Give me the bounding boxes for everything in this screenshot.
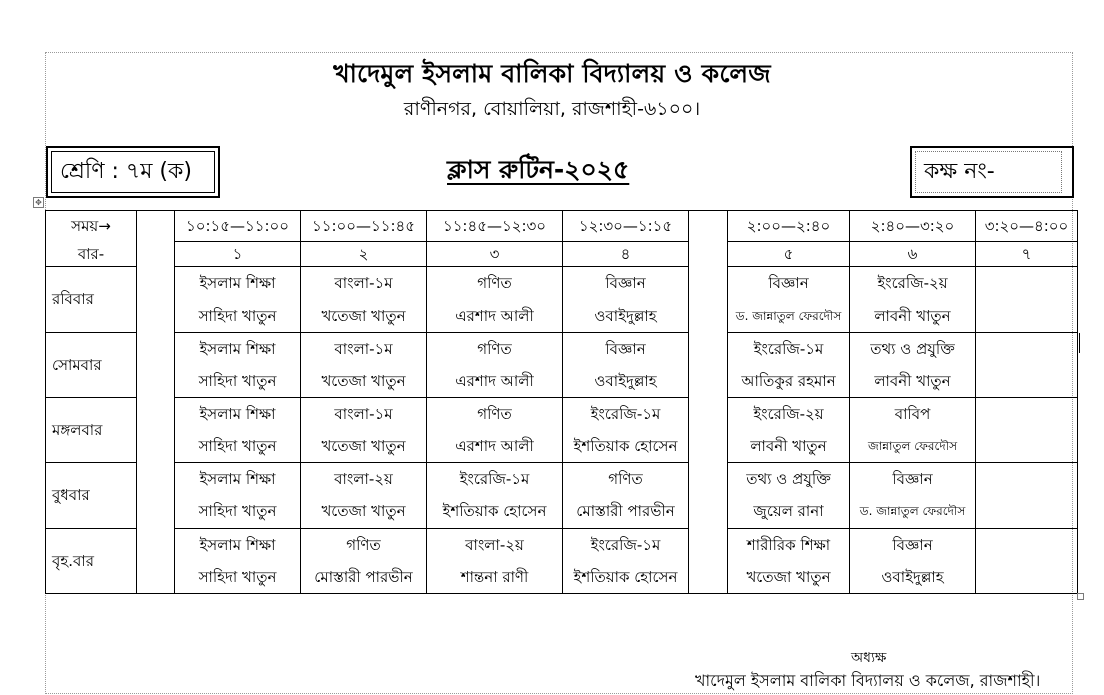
day-name-cell[interactable]: বুধবার bbox=[46, 463, 137, 528]
teacher-cell[interactable]: খতেজা খাতুন bbox=[301, 299, 427, 332]
day-row-subjects bbox=[46, 463, 1078, 496]
teacher-cell[interactable]: ড. জান্নাতুল ফেরদৌস bbox=[728, 299, 850, 332]
teacher-cell[interactable]: শান্তনা রাণী bbox=[427, 561, 563, 594]
principal-title: অধ্যক্ষ bbox=[851, 650, 887, 666]
time-slot-2[interactable]: ১১:০০—১১:৪৫ bbox=[301, 211, 427, 242]
text-cursor bbox=[1079, 333, 1080, 353]
teacher-cell[interactable]: জুয়েল রানা bbox=[728, 495, 850, 528]
class-label-box bbox=[46, 146, 220, 198]
teacher-cell[interactable]: জান্নাতুল ফেরদৌস bbox=[850, 430, 976, 463]
subject-cell[interactable]: তথ্য ও প্রযুক্তি bbox=[728, 463, 850, 496]
subject-cell[interactable]: বিজ্ঞান bbox=[850, 528, 976, 561]
teacher-cell[interactable]: সাহিদা খাতুন bbox=[175, 495, 301, 528]
subject-cell[interactable]: বিজ্ঞান bbox=[563, 267, 689, 300]
period-number-1[interactable]: ১ bbox=[175, 242, 301, 267]
day-row-subjects bbox=[46, 332, 1078, 365]
subject-cell[interactable]: ইংরেজি-২য় bbox=[850, 267, 976, 300]
tiffin-cell[interactable] bbox=[689, 211, 728, 594]
subject-cell[interactable]: গণিত bbox=[563, 463, 689, 496]
teacher-cell[interactable]: ড. জান্নাতুল ফেরদৌস bbox=[850, 495, 976, 528]
time-header-row bbox=[46, 211, 1078, 242]
teacher-cell[interactable] bbox=[976, 365, 1078, 398]
teacher-cell[interactable]: সাহিদা খাতুন bbox=[175, 365, 301, 398]
subject-cell[interactable]: ইংরেজি-২য় bbox=[728, 397, 850, 430]
subject-cell[interactable]: বাংলা-১ম bbox=[301, 332, 427, 365]
teacher-cell[interactable]: ওবাইদুল্লাহ bbox=[563, 299, 689, 332]
teacher-cell[interactable]: লাবনী খাতুন bbox=[728, 430, 850, 463]
day-name-cell[interactable]: বৃহ.বার bbox=[46, 528, 137, 593]
teacher-cell[interactable]: খতেজা খাতুন bbox=[301, 495, 427, 528]
period-number-5[interactable]: ৫ bbox=[728, 242, 850, 267]
time-slot-6[interactable]: ২:৪০—৩:২০ bbox=[850, 211, 976, 242]
subject-cell[interactable]: বাংলা-২য় bbox=[427, 528, 563, 561]
time-slot-1[interactable]: ১০:১৫—১১:০০ bbox=[175, 211, 301, 242]
subject-cell[interactable]: গণিত bbox=[427, 397, 563, 430]
day-row-teachers bbox=[46, 365, 1078, 398]
teacher-cell[interactable]: লাবনী খাতুন bbox=[850, 299, 976, 332]
subject-cell[interactable]: ইসলাম শিক্ষা bbox=[175, 267, 301, 300]
time-slot-4[interactable]: ১২:৩০—১:১৫ bbox=[563, 211, 689, 242]
teacher-cell[interactable] bbox=[976, 430, 1078, 463]
subject-cell[interactable]: গণিত bbox=[427, 332, 563, 365]
subject-cell[interactable]: শারীরিক শিক্ষা bbox=[728, 528, 850, 561]
day-name-cell[interactable]: সোমবার bbox=[46, 332, 137, 397]
time-slot-5[interactable]: ২:০০—২:৪০ bbox=[728, 211, 850, 242]
teacher-cell[interactable] bbox=[976, 561, 1078, 594]
day-name-cell[interactable]: রবিবার bbox=[46, 267, 137, 332]
teacher-cell[interactable]: এরশাদ আলী bbox=[427, 299, 563, 332]
teacher-cell[interactable]: সাহিদা খাতুন bbox=[175, 561, 301, 594]
period-number-4[interactable]: ৪ bbox=[563, 242, 689, 267]
subject-cell[interactable]: ইংরেজি-১ম bbox=[427, 463, 563, 496]
subject-cell[interactable]: বাংলা-১ম bbox=[301, 267, 427, 300]
teacher-cell[interactable]: মোস্তারী পারভীন bbox=[301, 561, 427, 594]
subject-cell[interactable] bbox=[976, 397, 1078, 430]
day-row-teachers bbox=[46, 495, 1078, 528]
teacher-cell[interactable]: মোস্তারী পারভীন bbox=[563, 495, 689, 528]
class-routine-table bbox=[45, 210, 1078, 594]
day-name-cell[interactable]: মঙ্গলবার bbox=[46, 397, 137, 462]
teacher-cell[interactable]: সাহিদা খাতুন bbox=[175, 299, 301, 332]
teacher-cell[interactable]: খতেজা খাতুন bbox=[301, 365, 427, 398]
teacher-cell[interactable] bbox=[976, 495, 1078, 528]
time-slot-7[interactable]: ৩:২০—৪:০০ bbox=[976, 211, 1078, 242]
period-number-7[interactable]: ৭ bbox=[976, 242, 1078, 267]
institution-title: খাদেমুল ইসলাম বালিকা বিদ্যালয় ও কলেজ bbox=[333, 59, 771, 88]
subject-cell[interactable]: ইসলাম শিক্ষা bbox=[175, 397, 301, 430]
day-row-subjects bbox=[46, 267, 1078, 300]
day-row-subjects bbox=[46, 528, 1078, 561]
subject-cell[interactable]: ইংরেজি-১ম bbox=[563, 528, 689, 561]
subject-cell[interactable]: ইসলাম শিক্ষা bbox=[175, 463, 301, 496]
teacher-cell[interactable]: ইশতিয়াক হোসেন bbox=[427, 495, 563, 528]
time-slot-3[interactable]: ১১:৪৫—১২:৩০ bbox=[427, 211, 563, 242]
subject-cell[interactable]: ইংরেজি-১ম bbox=[728, 332, 850, 365]
day-row-teachers bbox=[46, 430, 1078, 463]
principal-institution: খাদেমুল ইসলাম বালিকা বিদ্যালয় ও কলেজ, রাজশাহী। bbox=[695, 671, 1041, 690]
subject-cell[interactable]: ইসলাম শিক্ষা bbox=[175, 332, 301, 365]
subject-cell[interactable]: তথ্য ও প্রযুক্তি bbox=[850, 332, 976, 365]
teacher-cell[interactable]: খতেজা খাতুন bbox=[728, 561, 850, 594]
subject-cell[interactable] bbox=[976, 332, 1078, 365]
period-number-row bbox=[46, 242, 1078, 267]
table-resize-handle[interactable] bbox=[1077, 593, 1084, 600]
subject-cell[interactable]: বাবিপ bbox=[850, 397, 976, 430]
subject-cell[interactable] bbox=[976, 267, 1078, 300]
teacher-cell[interactable] bbox=[976, 299, 1078, 332]
period-number-3[interactable]: ৩ bbox=[427, 242, 563, 267]
subject-cell[interactable]: ইংরেজি-১ম bbox=[563, 397, 689, 430]
subject-cell[interactable]: বিজ্ঞান bbox=[850, 463, 976, 496]
subject-cell[interactable] bbox=[976, 463, 1078, 496]
day-row-teachers bbox=[46, 561, 1078, 594]
room-number-field[interactable]: কক্ষ নং- bbox=[915, 151, 1062, 193]
subject-cell[interactable]: গণিত bbox=[427, 267, 563, 300]
subject-cell[interactable]: ইসলাম শিক্ষা bbox=[175, 528, 301, 561]
day-row-subjects bbox=[46, 397, 1078, 430]
routine-title: ক্লাস রুটিন-২০২৫ bbox=[447, 155, 630, 184]
teacher-cell[interactable]: লাবনী খাতুন bbox=[850, 365, 976, 398]
corner-time-label[interactable]: সময়→ bbox=[46, 211, 137, 242]
teacher-cell[interactable]: ওবাইদুল্লাহ bbox=[850, 561, 976, 594]
institution-address: রাণীনগর, বোয়ালিয়া, রাজশাহী-৬১০০। bbox=[403, 98, 701, 120]
teacher-cell[interactable]: এরশাদ আলী bbox=[427, 365, 563, 398]
teacher-cell[interactable]: সাহিদা খাতুন bbox=[175, 430, 301, 463]
teacher-cell[interactable]: ইশতিয়াক হোসেন bbox=[563, 561, 689, 594]
subject-cell[interactable]: বাংলা-১ম bbox=[301, 397, 427, 430]
period-number-6[interactable]: ৬ bbox=[850, 242, 976, 267]
period-number-2[interactable]: ২ bbox=[301, 242, 427, 267]
subject-cell[interactable] bbox=[976, 528, 1078, 561]
teacher-cell[interactable]: ওবাইদুল্লাহ bbox=[563, 365, 689, 398]
subject-cell[interactable]: বিজ্ঞান bbox=[728, 267, 850, 300]
teacher-cell[interactable]: আতিকুর রহমান bbox=[728, 365, 850, 398]
teacher-cell[interactable]: খতেজা খাতুন bbox=[301, 430, 427, 463]
subject-cell[interactable]: বিজ্ঞান bbox=[563, 332, 689, 365]
teacher-cell[interactable]: ইশতিয়াক হোসেন bbox=[563, 430, 689, 463]
room-number-box bbox=[910, 146, 1074, 198]
class-label[interactable]: শ্রেণি : ৭ম (ক) bbox=[51, 151, 215, 193]
assembly-cell[interactable] bbox=[137, 211, 175, 594]
teacher-cell[interactable]: এরশাদ আলী bbox=[427, 430, 563, 463]
corner-day-label[interactable]: বার- bbox=[46, 242, 137, 267]
table-move-handle-icon[interactable]: ✥ bbox=[33, 197, 44, 208]
subject-cell[interactable]: গণিত bbox=[301, 528, 427, 561]
subject-cell[interactable]: বাংলা-২য় bbox=[301, 463, 427, 496]
routine-table-body bbox=[46, 211, 1078, 594]
day-row-teachers bbox=[46, 299, 1078, 332]
